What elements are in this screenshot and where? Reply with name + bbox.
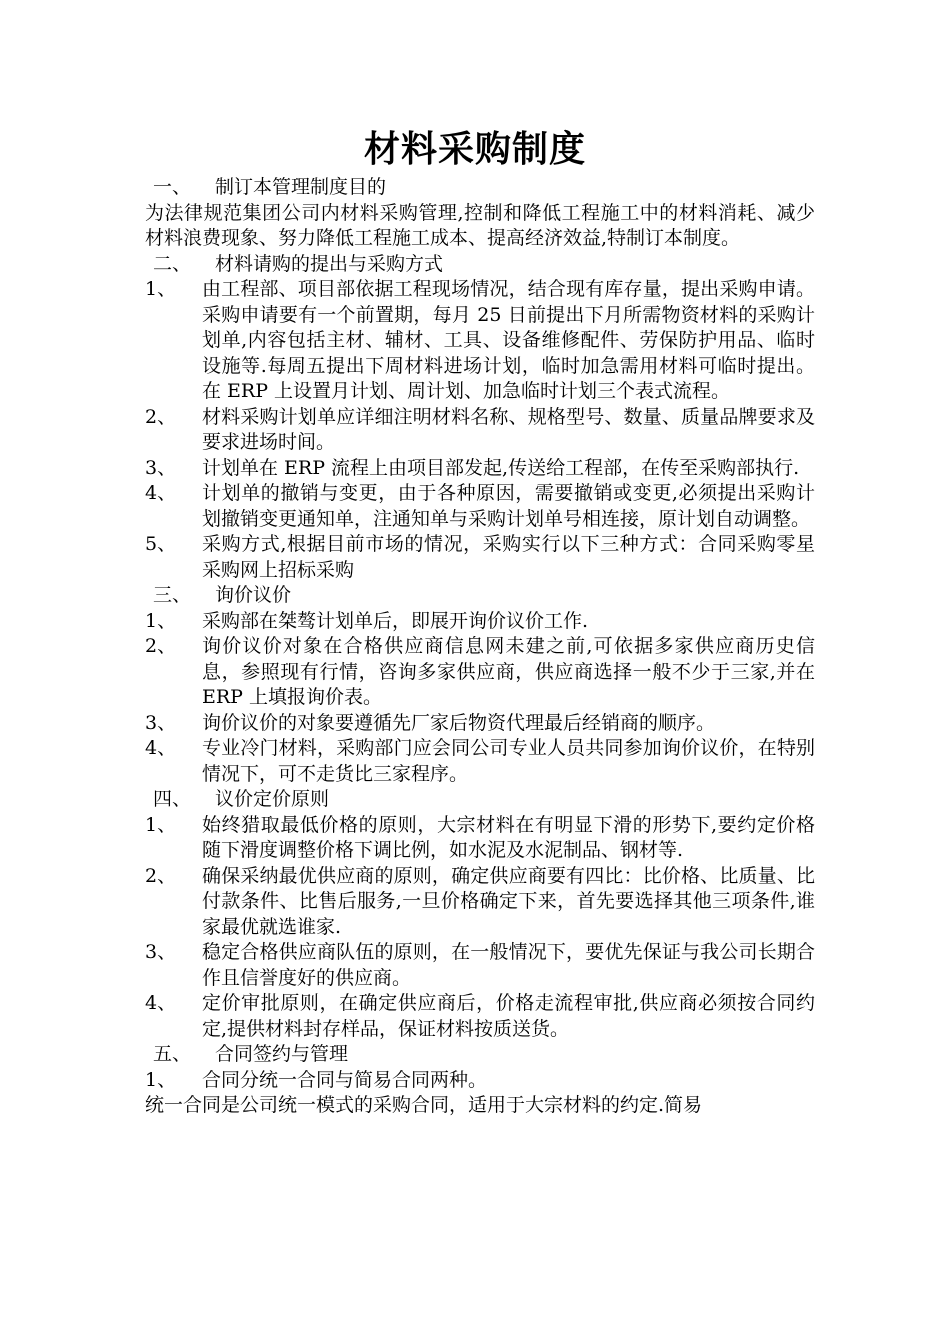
section-heading-2 [145, 252, 815, 278]
list-item [145, 405, 815, 456]
item-number: 2、 [145, 864, 177, 887]
document-title: 材料采购制度 [363, 129, 586, 170]
section-number: 五、 [153, 1043, 192, 1065]
list-item [145, 532, 815, 583]
list-item [145, 456, 815, 482]
item-number: 3、 [145, 941, 177, 963]
list-item [145, 864, 815, 941]
item-text: 询价议价的对象要遵循先厂家后物资代理最后经销商的顺序。 [202, 711, 716, 734]
section-number: 三、 [153, 584, 192, 606]
list-item [145, 277, 815, 405]
section-heading-5 [145, 1042, 815, 1068]
item-text: 稳定合格供应商队伍的原则，在一般情况下，要优先保证与我公司长期合作且信誉度好的供应商。 [202, 941, 815, 989]
item-text: 专业冷门材料，采购部门应会同公司专业人员共同参加询价议价，在特别情况下，可不走货比三家程序。 [202, 737, 815, 785]
list-item [145, 940, 815, 991]
list-item [145, 991, 815, 1042]
item-number: 5、 [145, 533, 177, 555]
list-item [145, 634, 815, 711]
item-text: 确保采纳最优供应商的原则，确定供应商要有四比：比价格、比质量、比付款条件、比售后服务,一旦价格确定下来，首先要选择其他三项条件,谁家最优就选谁家. [202, 864, 815, 938]
list-item [145, 1068, 815, 1094]
item-number: 1、 [145, 278, 177, 300]
item-text: 计划单的撤销与变更，由于各种原因，需要撤销或变更,必须提出采购计划撤销变更通知单，注通知单与采购计划单号相连接，原计划自动调整。 [202, 482, 815, 530]
item-number: 2、 [145, 635, 177, 657]
item-number: 2、 [145, 405, 177, 428]
item-number: 3、 [145, 456, 177, 479]
section-paragraph: 为法律规范集团公司内材料采购管理,控制和降低工程施工中的材料消耗、减少材料浪费现象、努力降低工程施工成本、提高经济效益,特制订本制度。 [145, 201, 815, 249]
item-number: 4、 [145, 737, 177, 759]
item-number: 4、 [145, 482, 177, 504]
item-number: 1、 [145, 609, 177, 632]
section-title: 材料请购的提出与采购方式 [215, 252, 444, 275]
item-number: 1、 [145, 813, 177, 836]
item-text: 采购方式,根据目前市场的情况，采购实行以下三种方式：合同采购零星采购网上招标采购 [202, 533, 815, 581]
item-number: 1、 [145, 1068, 177, 1091]
section-paragraph: 统一合同是公司统一模式的采购合同，适用于大宗材料的约定.简易 [145, 1094, 703, 1116]
section-title: 制订本管理制度目的 [215, 176, 387, 198]
document-body [145, 175, 815, 1119]
section-title: 合同签约与管理 [215, 1043, 349, 1065]
item-number: 4、 [145, 992, 177, 1014]
section-heading-4 [145, 787, 815, 813]
item-text: 由工程部、项目部依据工程现场情况，结合现有库存量，提出采购申请。采购申请要有一个前置期，每月 25 日前提出下月所需物资材料的采购计划单,内容包括主材、辅材、工具、设备维修配件、劳保防护用品、临时设施等.每周五提出下周材料进场计划，临时加急需用材料可临时提出。在 ERP 上设置月计划、周计划、加急临时计划三个表式流程。 [202, 278, 815, 402]
list-item [145, 711, 815, 737]
section-heading-3 [145, 583, 815, 609]
list-item [145, 813, 815, 864]
section-title: 议价定价原则 [215, 788, 330, 810]
item-number: 3、 [145, 711, 177, 734]
section-title: 询价议价 [215, 584, 292, 606]
item-text: 计划单在 ERP 流程上由项目部发起,传送给工程部，在传至采购部执行. [202, 456, 800, 479]
item-text: 合同分统一合同与简易合同两种。 [202, 1068, 488, 1091]
section-number: 二、 [153, 252, 192, 275]
item-text: 采购部在桀骜计划单后，即展开询价议价工作. [202, 609, 589, 632]
item-text: 询价议价对象在合格供应商信息网未建之前,可依据多家供应商历史信息，参照现有行情，咨询多家供应商，供应商选择一般不少于三家,并在 ERP 上填报询价表。 [202, 635, 815, 708]
item-text: 定价审批原则，在确定供应商后，价格走流程审批,供应商必须按合同约定,提供材料封存样品，保证材料按质送货。 [202, 992, 815, 1040]
list-item [145, 481, 815, 532]
list-item [145, 609, 815, 635]
item-text: 材料采购计划单应详细注明材料名称、规格型号、数量、质量品牌要求及要求进场时间。 [202, 405, 815, 453]
section-number: 一、 [153, 176, 192, 198]
section-number: 四、 [153, 788, 192, 810]
section-heading-1 [145, 175, 815, 201]
item-text: 始终猎取最低价格的原则，大宗材料在有明显下滑的形势下,要约定价格随下滑度调整价格下调比例，如水泥及水泥制品、钢材等. [202, 813, 815, 861]
list-item [145, 736, 815, 787]
